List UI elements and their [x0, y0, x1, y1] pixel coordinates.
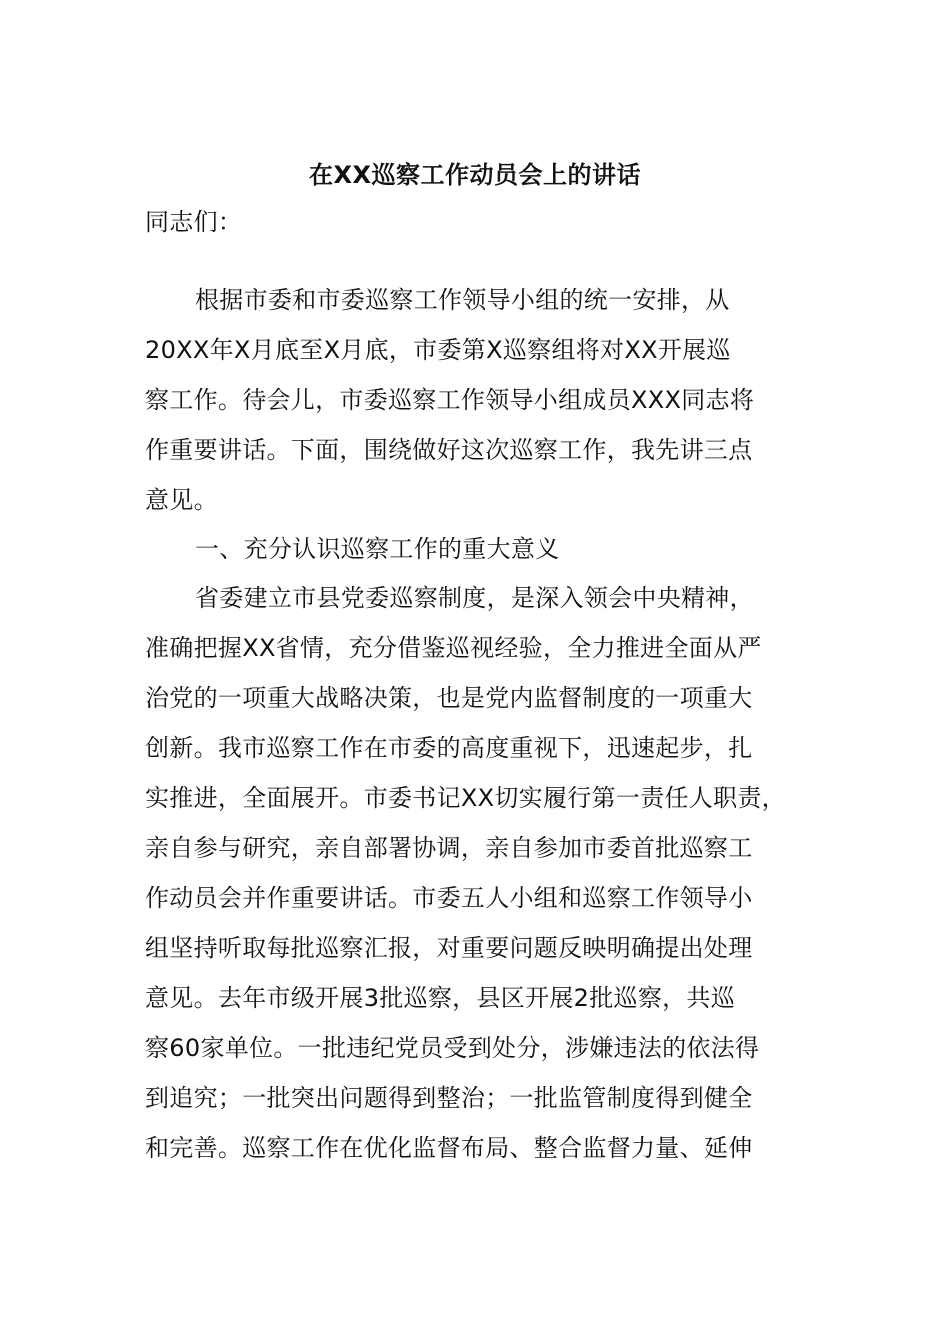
paragraph-line: 根据市委和市委巡察工作领导小组的统一安排，从: [195, 286, 730, 314]
paragraph-line: 作动员会并作重要讲话。市委五人小组和巡察工作领导小: [145, 884, 753, 912]
section-heading: 一、充分认识巡察工作的重大意义: [195, 535, 560, 563]
paragraph-line: 准确把握XX省情，充分借鉴巡视经验，全力推进全面从严: [145, 634, 762, 662]
paragraph-line: 实推进，全面展开。市委书记XX切实履行第一责任人职责，: [145, 784, 786, 812]
paragraph-line: 察60家单位。一批违纪党员受到处分，涉嫌违法的依法得: [145, 1034, 760, 1062]
paragraph-line: 创新。我市巡察工作在市委的高度重视下，迅速起步，扎: [145, 734, 753, 762]
salutation: 同志们：: [145, 208, 243, 236]
paragraph-line: 20XX年X月底至X月底，市委第X巡察组将对XX开展巡: [145, 336, 731, 364]
paragraph-line: 意见。: [145, 486, 218, 514]
paragraph-line: 省委建立市县党委巡察制度，是深入领会中央精神，: [195, 584, 754, 612]
paragraph-line: 意见。去年市级开展3批巡察，县区开展2批巡察，共巡: [145, 984, 736, 1012]
paragraph-line: 察工作。待会儿，市委巡察工作领导小组成员XXX同志将: [145, 386, 755, 414]
paragraph-line: 组坚持听取每批巡察汇报，对重要问题反映明确提出处理: [145, 934, 753, 962]
paragraph-line: 作重要讲话。下面，围绕做好这次巡察工作，我先讲三点: [145, 436, 753, 464]
paragraph-line: 亲自参与研究，亲自部署协调，亲自参加市委首批巡察工: [145, 834, 753, 862]
paragraph-line: 和完善。巡察工作在优化监督布局、整合监督力量、延伸: [145, 1134, 753, 1162]
paragraph-line: 治党的一项重大战略决策，也是党内监督制度的一项重大: [145, 684, 753, 712]
paragraph-line: 到追究；一批突出问题得到整治；一批监管制度得到健全: [145, 1084, 753, 1112]
document-title: 在XX巡察工作动员会上的讲话: [308, 161, 641, 189]
